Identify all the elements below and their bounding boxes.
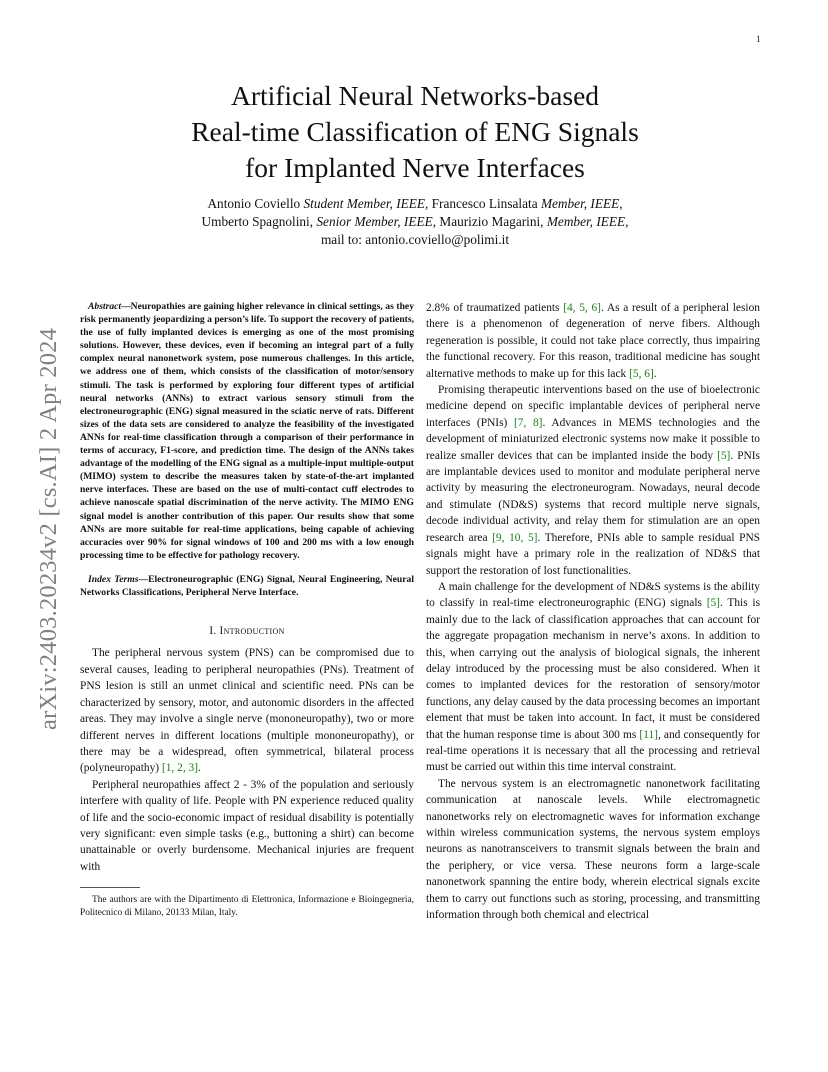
abstract — [80, 300, 414, 562]
citation-link[interactable]: [5, 6] — [629, 367, 654, 380]
author-name: Antonio Coviello — [207, 196, 301, 211]
title-line: Artificial Neural Networks-based — [230, 80, 600, 111]
paper-title — [120, 78, 710, 186]
page-number: 1 — [756, 34, 761, 44]
paragraph-text: , and consequently for real-time operations it is necessary that all the processing and retrieval must be carried out within this time interval constraint. — [426, 728, 760, 774]
footnote: The authors are with the Dipartimento di Elettronica, Informazione e Bioingegneria, Politecnico di Milano, 20133 Milan, Italy. — [80, 895, 414, 918]
right-column — [426, 300, 760, 923]
footnote-divider — [80, 887, 140, 888]
author-name: Umberto Spagnolini, — [201, 214, 314, 229]
citation-link[interactable]: [9, 10, 5] — [492, 531, 538, 544]
abstract-text: —Neuropathies are gaining higher relevance in clinical settings, as they risk permanently jeopardizing a person’s life. To support the recovery of patients, the use of fully implanted devices is emerging as one of the most promising solutions. However, these devices, even if becoming an integral part of a fully complex neural nanonetwork system, pose numerous challenges. In this article, we address one of them, which consists of the classification of motor/sensory stimuli. The task is performed by exploring four different types of artificial neural networks (ANNs) to extract various sensory stimuli from the electroneurographic (ENG) signal measured in the sciatic nerve of rats. Different sizes of the data sets are considered to analyze the feasibility of the investigated ANNs for real-time classification through a comparison of their performance in terms of accuracy, F1-score, and prediction time. The design of the ANNs takes advantage of the modelling of the ENG signal as a multiple-input multiple-output (MIMO) system to describe the measures taken by state-of-the-art implanted nerve interfaces. These are based on the use of multi-contact cuff electrodes to achieve nanoscale spatial discrimination of the nerve activity. The MIMO ENG signal model is another contribution of this paper. Our results show that some ANNs are more suitable for real-time applications, being capable of achieving accuracies over 90% for signal windows of 100 and 200 ms with a low enough processing time to be effective for pathology recovery. — [80, 301, 414, 561]
title-line: Real-time Classification of ENG Signals — [191, 116, 639, 147]
paragraph — [426, 300, 760, 382]
paragraph-text: The peripheral nervous system (PNS) can be compromised due to several causes, leading to peripheral neuropathies (PNs). Treatment of PNS lesion is still an unmet clinical and scientific need. PNs can be characterized by sensory, motor, and autonomic disorders in the affected areas. They may involve a single nerve (mononeuropathy), two or more different nerves in different locations (multiple mononeuropathy), or there may be a widespread, often symmetrical, bilateral process (polyneuropathy) — [80, 647, 414, 775]
paragraph-text: . PNIs are implantable devices used to monitor and modulate peripheral nerve activity by measuring the electroneurogram. Nowadays, neural decode and stimulate (ND&S) systems that record multiple nerve signals, decode individual activity, and relay them for stimulation are an open research area — [426, 449, 760, 544]
paragraph-text: . Therefore, PNIs able to sample residual PNS signals might have a primary role in the realization of ND&S that support the restoration of lost functionalities. — [426, 531, 761, 577]
paragraph-text: . This is mainly due to the lack of classification approaches that can account for the aggregate propagation mechanism in nerve’s axons. In addition to this, when carrying out the analysis of biological signals, the inherent delay introduced by the processing must be also considered. When it comes to implanted devices for the restoration of sensory/motor functions, any delay caused by the data processing becomes an important element that must be taken into account. In fact, it must be considered that the human response time is about 300 ms — [426, 597, 760, 741]
citation-link[interactable]: [1, 2, 3] — [161, 762, 199, 775]
author-affiliation: Senior Member, IEEE, — [316, 214, 437, 229]
citation-link[interactable]: [4, 5, 6] — [563, 302, 601, 314]
paragraph — [80, 645, 414, 776]
left-column — [80, 300, 414, 919]
index-terms — [80, 573, 414, 599]
section-heading: I. Introduction — [209, 625, 285, 638]
paragraph-text: A main challenge for the development of ND&S systems is the ability to classify in real-time electroneurographic (ENG) signals — [426, 580, 760, 610]
paragraph: Peripheral neuropathies affect 2 - 3% of the population and seriously interfere with quality of life. People with PN experience reduced quality of life and the socio-economic impact of residual disability is potentially very significant: even simple tasks (e.g., buttoning a shirt) can become unattainable or overly burdensome. Mechanical injuries are frequent with — [80, 778, 414, 873]
author-affiliation: Member, IEEE, — [540, 196, 623, 211]
author-affiliation: Student Member, IEEE, — [303, 196, 429, 211]
author-name: Francesco Linsalata — [431, 196, 538, 211]
paragraph-text: . — [653, 367, 657, 380]
paragraph — [426, 579, 760, 776]
arxiv-identifier: arXiv:2403.20234v2 [cs.AI] 2 Apr 2024 — [35, 327, 62, 730]
abstract-label: Abstract — [88, 301, 122, 312]
index-terms-label: Index Terms — [88, 573, 139, 585]
paragraph — [426, 382, 760, 579]
author-affiliation: Member, IEEE, — [546, 214, 629, 229]
index-terms-text: —Electroneurographic (ENG) Signal, Neural Engineering, Neural Networks Classifications, Peripheral Nerve Interface. — [80, 573, 414, 598]
paragraph-text: 2.8% of traumatized patients — [426, 302, 564, 314]
title-line: for Implanted Nerve Interfaces — [245, 152, 585, 183]
paragraph: The nervous system is an electromagnetic nanonetwork facilitating communication at nanoscale levels. While electromagnetic nanonetworks rely on electromagnetic waves for information exchange within wireless communication systems, the nervous system employs neurons as nanotransceivers to transmit signals between the brain and the periphery, or vice versa. These neurons form a large-scale nanonetwork spanning the entire body, wherein electrical signals excite them to carry out functions such as storing, processing, and transmitting information through both chemical and electrical — [426, 777, 760, 922]
contact-email[interactable]: mail to: antonio.coviello@polimi.it — [320, 232, 510, 247]
paragraph-text: . As a result of a peripheral lesion there is a phenomenon of degeneration of nerve fibers. Although regeneration is possible, it could not take place correctly, thus impairing the functional recovery. For this reason, traditional medicine has sought alternative methods to make up for this lack — [426, 302, 760, 380]
citation-link[interactable]: [5] — [717, 449, 731, 462]
paragraph-text: . Advances in MEMS technologies and the development of miniaturized electronic systems now make it possible to realize smaller devices that can be implanted inside the body — [426, 416, 760, 462]
author-name: Maurizio Magarini, — [439, 214, 544, 229]
citation-link[interactable]: [5] — [706, 597, 720, 610]
citation-link[interactable]: [11] — [639, 728, 658, 741]
author-block — [120, 195, 710, 249]
paragraph-text: Promising therapeutic interventions based on the use of bioelectronic medicine depend on specific implantable devices of peripheral nerve interfaces (PNIs) — [426, 384, 760, 429]
citation-link[interactable]: [7, 8] — [513, 416, 543, 429]
paragraph-text: . — [198, 762, 201, 775]
